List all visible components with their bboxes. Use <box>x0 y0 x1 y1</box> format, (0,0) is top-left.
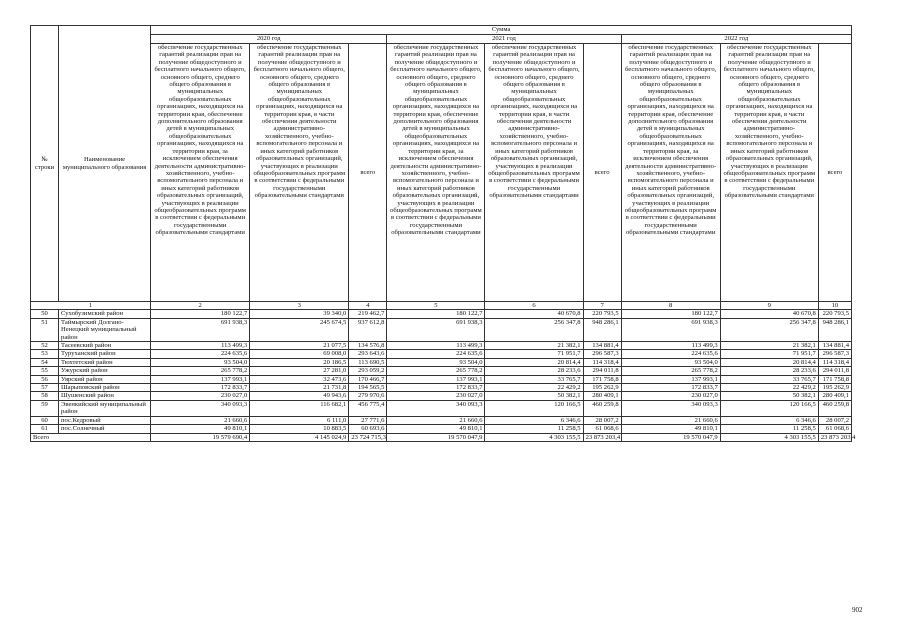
value-cell: 6 346,6 <box>720 416 818 424</box>
row-number: 56 <box>31 375 59 383</box>
value-cell: 49 943,6 <box>250 392 349 400</box>
header-total-2020: всего <box>349 44 387 302</box>
value-cell: 180 122,7 <box>387 310 485 318</box>
col-number: 5 <box>387 302 485 310</box>
value-cell: 170 466,7 <box>349 375 387 383</box>
value-cell: 21 382,1 <box>720 342 818 350</box>
col-number: 3 <box>250 302 349 310</box>
row-number: 55 <box>31 367 59 375</box>
value-cell: 294 011,8 <box>583 367 621 375</box>
table-row <box>31 392 852 400</box>
value-cell: 116 682,1 <box>250 400 349 416</box>
value-cell: 113 499,3 <box>621 342 720 350</box>
value-cell: 245 674,5 <box>250 318 349 341</box>
value-cell: 69 008,0 <box>250 350 349 358</box>
header-desc-b-2021: обеспечение государственных гарантий реализации прав на получение общедоступного и бесплатного начального общего, основного общего, среднего общего образования в муниципальных общеобразовательных организациях, находящихся на территории края, в части обеспечения деятельности административно-хозяйственного, учебно-вспомогательного персонала и иных категорий работников образовательных организаций, участвующих в реализации общеобразовательных программ в соответствии с федеральными государственными образовательными стандартами <box>485 44 583 302</box>
row-number: 51 <box>31 318 59 341</box>
row-number: 52 <box>31 342 59 350</box>
header-desc-a-2020: обеспечение государственных гарантий реализации прав на получение общедоступного и бесплатного начального общего, основного общего, среднего общего образования в муниципальных общеобразовательных организациях, находящихся на территории края, обеспечение дополнительного образования детей в муниципальных общеобразовательных организациях, находящихся на территории края, за исключением обеспечения деятельности административно-хозяйственного, учебно-вспомогательного персонала и иных категорий работников образовательных организаций, участвующих в реализации общеобразовательных программ в соответствии с федеральными государственными образовательными стандартами <box>151 44 250 302</box>
table-row <box>31 310 852 318</box>
value-cell: 61 068,6 <box>818 425 851 433</box>
value-cell: 137 993,1 <box>621 375 720 383</box>
total-value-cell: 19 570 047,9 <box>387 433 485 441</box>
total-label: Всего <box>31 433 151 441</box>
value-cell: 28 233,6 <box>720 367 818 375</box>
table-row <box>31 400 852 416</box>
value-cell: 224 635,6 <box>387 350 485 358</box>
header-year-2021: 2021 год <box>387 35 621 44</box>
value-cell: 21 382,1 <box>485 342 583 350</box>
header-municipality: Наименование муниципального образования <box>59 26 151 302</box>
table-row <box>31 425 852 433</box>
value-cell: 40 670,8 <box>720 310 818 318</box>
municipality-name: пос.Солнечный <box>59 425 151 433</box>
header-desc-a-2021: обеспечение государственных гарантий реализации прав на получение общедоступного и бесплатного начального общего, основного общего, среднего общего образования в муниципальных общеобразовательных организациях, находящихся на территории края, обеспечение дополнительного образования детей в муниципальных общеобразовательных организациях, находящихся на территории края, за исключением обеспечения деятельности административно-хозяйственного, учебно-вспомогательного персонала и иных категорий работников образовательных организаций, участвующих в реализации общеобразовательных программ в соответствии с федеральными государственными образовательными стандартами <box>387 44 485 302</box>
value-cell: 22 429,2 <box>485 384 583 392</box>
value-cell: 28 233,6 <box>485 367 583 375</box>
value-cell: 114 318,4 <box>583 358 621 366</box>
table-row <box>31 367 852 375</box>
value-cell: 293 643,6 <box>349 350 387 358</box>
value-cell: 11 258,5 <box>485 425 583 433</box>
row-number: 50 <box>31 310 59 318</box>
value-cell: 460 259,8 <box>583 400 621 416</box>
value-cell: 195 262,9 <box>818 384 851 392</box>
value-cell: 33 765,7 <box>720 375 818 383</box>
value-cell: 27 771,6 <box>349 416 387 424</box>
value-cell: 27 281,0 <box>250 367 349 375</box>
value-cell: 120 166,5 <box>720 400 818 416</box>
row-number: 53 <box>31 350 59 358</box>
header-row-number: № строки <box>31 26 59 302</box>
value-cell: 171 758,8 <box>818 375 851 383</box>
header-year-2020: 2020 год <box>151 35 387 44</box>
table-row <box>31 358 852 366</box>
table-row <box>31 384 852 392</box>
value-cell: 21 660,6 <box>151 416 250 424</box>
value-cell: 230 027,0 <box>151 392 250 400</box>
value-cell: 20 814,4 <box>485 358 583 366</box>
value-cell: 279 970,6 <box>349 392 387 400</box>
value-cell: 21 660,6 <box>621 416 720 424</box>
value-cell: 71 951,7 <box>485 350 583 358</box>
header-sum: Сумма <box>151 26 852 35</box>
value-cell: 39 340,0 <box>250 310 349 318</box>
value-cell: 195 262,9 <box>583 384 621 392</box>
total-value-cell: 4 303 155,5 <box>485 433 583 441</box>
value-cell: 22 429,2 <box>720 384 818 392</box>
table-row <box>31 375 852 383</box>
col-number: 4 <box>349 302 387 310</box>
value-cell: 180 122,7 <box>621 310 720 318</box>
value-cell: 456 775,4 <box>349 400 387 416</box>
value-cell: 265 778,2 <box>151 367 250 375</box>
municipality-name: Уярский район <box>59 375 151 383</box>
value-cell: 691 938,3 <box>387 318 485 341</box>
value-cell: 219 462,7 <box>349 310 387 318</box>
value-cell: 21 077,5 <box>250 342 349 350</box>
value-cell: 230 027,0 <box>387 392 485 400</box>
value-cell: 20 814,4 <box>720 358 818 366</box>
value-cell: 6 346,6 <box>485 416 583 424</box>
total-value-cell: 4 145 024,9 <box>250 433 349 441</box>
value-cell: 113 499,3 <box>151 342 250 350</box>
value-cell: 265 778,2 <box>387 367 485 375</box>
col-number: 9 <box>720 302 818 310</box>
value-cell: 20 186,5 <box>250 358 349 366</box>
budget-table <box>30 25 856 442</box>
total-value-cell: 23 724 715,3 <box>349 433 387 441</box>
total-value-cell: 4 303 155,5 <box>720 433 818 441</box>
row-number: 57 <box>31 384 59 392</box>
value-cell: 49 810,1 <box>387 425 485 433</box>
col-number: 6 <box>485 302 583 310</box>
value-cell: 61 068,6 <box>583 425 621 433</box>
total-value-cell: 23 873 203,4 <box>818 433 851 441</box>
municipality-name: Тасеевский район <box>59 342 151 350</box>
value-cell: 340 093,3 <box>151 400 250 416</box>
value-cell: 137 993,1 <box>387 375 485 383</box>
value-cell: 49 810,1 <box>151 425 250 433</box>
municipality-name: Эвенкийский муниципальный район <box>59 400 151 416</box>
value-cell: 180 122,7 <box>151 310 250 318</box>
header-total-2022: всего <box>818 44 851 302</box>
header-desc-a-2022: обеспечение государственных гарантий реализации прав на получение общедоступного и бесплатного начального общего, основного общего, среднего общего образования в муниципальных общеобразовательных организациях, находящихся на территории края, обеспечение дополнительного образования детей в муниципальных общеобразовательных организациях, находящихся на территории края, за исключением обеспечения деятельности административно-хозяйственного, учебно-вспомогательного персонала и иных категорий работников образовательных организаций, участвующих в реализации общеобразовательных программ в соответствии с федеральными государственными образовательными стандартами <box>621 44 720 302</box>
value-cell: 296 587,3 <box>583 350 621 358</box>
municipality-name: Таймырский Долгано-Ненецкий муниципальный район <box>59 318 151 341</box>
value-cell: 230 027,0 <box>621 392 720 400</box>
municipality-name: Шарыповский район <box>59 384 151 392</box>
value-cell: 137 993,1 <box>151 375 250 383</box>
value-cell: 293 059,2 <box>349 367 387 375</box>
value-cell: 21 731,8 <box>250 384 349 392</box>
value-cell: 93 504,0 <box>387 358 485 366</box>
page-number: 902 <box>852 606 863 614</box>
table-row <box>31 318 852 341</box>
value-cell: 93 504,0 <box>151 358 250 366</box>
value-cell: 340 093,3 <box>621 400 720 416</box>
value-cell: 220 793,5 <box>583 310 621 318</box>
value-cell: 114 318,4 <box>818 358 851 366</box>
total-value-cell: 19 579 690,4 <box>151 433 250 441</box>
value-cell: 280 409,1 <box>583 392 621 400</box>
municipality-name: Сухобузимский район <box>59 310 151 318</box>
value-cell: 28 007,2 <box>818 416 851 424</box>
value-cell: 172 833,7 <box>387 384 485 392</box>
value-cell: 33 765,7 <box>485 375 583 383</box>
row-number: 58 <box>31 392 59 400</box>
value-cell: 113 499,3 <box>387 342 485 350</box>
table-row <box>31 416 852 424</box>
header-year-2022: 2022 год <box>621 35 851 44</box>
value-cell: 460 259,8 <box>818 400 851 416</box>
municipality-name: пос.Кедровый <box>59 416 151 424</box>
value-cell: 224 635,6 <box>151 350 250 358</box>
header-desc-b-2020: обеспечение государственных гарантий реализации прав на получение общедоступного и бесплатного начального общего, основного общего, среднего общего образования в муниципальных общеобразовательных организациях, находящихся на территории края, в части обеспечения деятельности административно-хозяйственного, учебно-вспомогательного персонала и иных категорий работников образовательных организаций, участвующих в реализации общеобразовательных программ в соответствии с федеральными государственными образовательными стандартами <box>250 44 349 302</box>
value-cell: 60 693,6 <box>349 425 387 433</box>
value-cell: 220 793,5 <box>818 310 851 318</box>
row-number: 61 <box>31 425 59 433</box>
value-cell: 50 382,1 <box>485 392 583 400</box>
total-value-cell: 23 873 203,4 <box>583 433 621 441</box>
value-cell: 691 938,3 <box>621 318 720 341</box>
value-cell: 224 635,6 <box>621 350 720 358</box>
value-cell: 948 286,1 <box>818 318 851 341</box>
value-cell: 71 951,7 <box>720 350 818 358</box>
value-cell: 256 347,8 <box>485 318 583 341</box>
municipality-name: Туруханский район <box>59 350 151 358</box>
table-row <box>31 350 852 358</box>
col-number: 10 <box>818 302 851 310</box>
col-number: 7 <box>583 302 621 310</box>
value-cell: 21 660,6 <box>387 416 485 424</box>
value-cell: 49 810,1 <box>621 425 720 433</box>
municipality-name: Шушенский район <box>59 392 151 400</box>
header-desc-b-2022: обеспечение государственных гарантий реализации прав на получение общедоступного и бесплатного начального общего, основного общего, среднего общего образования в муниципальных общеобразовательных организациях, находящихся на территории края, в части обеспечения деятельности административно-хозяйственного, учебно-вспомогательного персонала и иных категорий работников образовательных организаций, участвующих в реализации общеобразовательных программ в соответствии с федеральными государственными образовательными стандартами <box>720 44 818 302</box>
value-cell: 340 093,3 <box>387 400 485 416</box>
row-number: 54 <box>31 358 59 366</box>
value-cell: 691 938,3 <box>151 318 250 341</box>
value-cell: 113 690,5 <box>349 358 387 366</box>
table-row <box>31 342 852 350</box>
value-cell: 172 833,7 <box>151 384 250 392</box>
total-row <box>31 433 852 441</box>
value-cell: 194 565,5 <box>349 384 387 392</box>
col-number: 8 <box>621 302 720 310</box>
col-number: 1 <box>31 302 151 310</box>
col-number: 2 <box>151 302 250 310</box>
value-cell: 280 409,1 <box>818 392 851 400</box>
value-cell: 11 258,5 <box>720 425 818 433</box>
value-cell: 40 670,8 <box>485 310 583 318</box>
value-cell: 948 286,1 <box>583 318 621 341</box>
value-cell: 265 778,2 <box>621 367 720 375</box>
value-cell: 50 382,1 <box>720 392 818 400</box>
value-cell: 134 881,4 <box>583 342 621 350</box>
row-number: 60 <box>31 416 59 424</box>
value-cell: 120 166,5 <box>485 400 583 416</box>
value-cell: 294 011,8 <box>818 367 851 375</box>
header-total-2021: всего <box>583 44 621 302</box>
value-cell: 171 758,8 <box>583 375 621 383</box>
value-cell: 134 881,4 <box>818 342 851 350</box>
value-cell: 937 612,8 <box>349 318 387 341</box>
value-cell: 296 587,3 <box>818 350 851 358</box>
value-cell: 134 576,8 <box>349 342 387 350</box>
value-cell: 93 504,0 <box>621 358 720 366</box>
municipality-name: Ужурский район <box>59 367 151 375</box>
value-cell: 6 111,0 <box>250 416 349 424</box>
value-cell: 256 347,8 <box>720 318 818 341</box>
municipality-name: Тюхтетский район <box>59 358 151 366</box>
value-cell: 172 833,7 <box>621 384 720 392</box>
row-number: 59 <box>31 400 59 416</box>
value-cell: 10 883,5 <box>250 425 349 433</box>
value-cell: 32 473,6 <box>250 375 349 383</box>
total-value-cell: 19 570 047,9 <box>621 433 720 441</box>
value-cell: 28 007,2 <box>583 416 621 424</box>
